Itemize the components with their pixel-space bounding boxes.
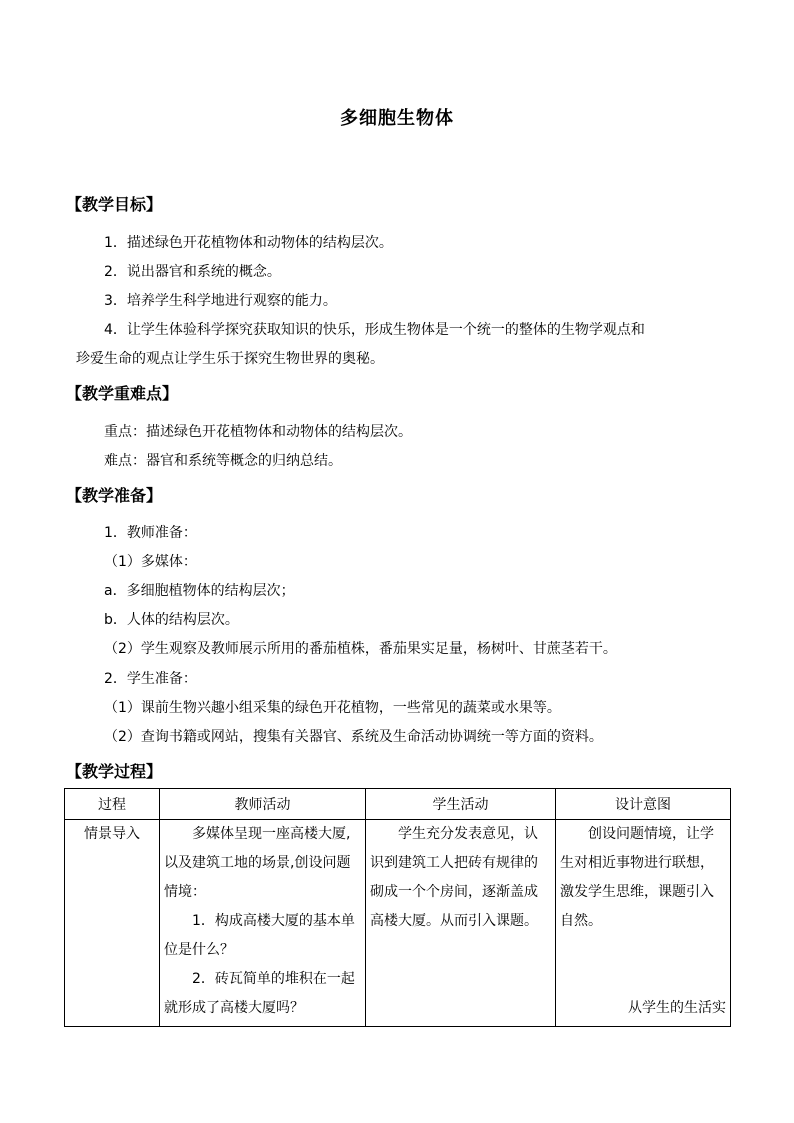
section-heading-objectives: 【教学目标】	[66, 195, 163, 214]
difficulty-item: 难点：器官和系统等概念的归纳总结。	[104, 453, 342, 469]
section-heading-process: 【教学过程】	[66, 762, 163, 781]
preparation-item: 2．学生准备：	[104, 671, 197, 687]
table-header-row	[65, 789, 731, 820]
student-activity-cell	[366, 820, 556, 1027]
section-heading-key-points: 【教学重难点】	[66, 384, 179, 403]
column-header: 学生活动	[366, 789, 556, 820]
preparation-item: （1）多媒体：	[104, 554, 197, 570]
column-header: 过程	[65, 789, 160, 820]
section-heading-preparation: 【教学准备】	[66, 486, 163, 505]
teacher-question: 1．构成高楼大厦的基本单位是什么？	[164, 913, 355, 958]
preparation-item: （2）学生观察及教师展示所用的番茄植株，番茄果实足量，杨树叶、甘蔗茎若干。	[104, 641, 617, 657]
preparation-item: a．多细胞植物体的结构层次；	[104, 583, 295, 599]
objective-item-continued: 珍爱生命的观点让学生乐于探究生物世界的奥秘。	[76, 351, 384, 367]
design-intent-cell	[556, 820, 731, 1027]
preparation-item: 1．教师准备：	[104, 525, 197, 541]
column-header: 设计意图	[556, 789, 731, 820]
process-table	[64, 788, 731, 1027]
column-header: 教师活动	[160, 789, 366, 820]
design-intent-text: 从学生的生活实	[628, 1000, 726, 1016]
key-point-item: 重点：描述绿色开花植物体和动物体的结构层次。	[104, 424, 412, 440]
objective-item: 2．说出器官和系统的概念。	[104, 264, 281, 280]
teacher-question: 2．砖瓦简单的堆积在一起就形成了高楼大厦吗？	[164, 971, 355, 1016]
teacher-activity-text: 多媒体呈现一座高楼大厦,以及建筑工地的场景,创设问题情境：	[164, 826, 351, 900]
design-intent-text: 创设问题情境，让学生对相近事物进行联想，激发学生思维，课题引入自然。	[560, 826, 714, 929]
preparation-item: （1）课前生物兴趣小组采集的绿色开花植物，一些常见的蔬菜或水果等。	[104, 700, 561, 716]
stage-cell: 情景导入	[65, 820, 160, 1027]
objective-item: 1．描述绿色开花植物体和动物体的结构层次。	[104, 235, 393, 251]
teacher-activity-cell	[160, 820, 366, 1027]
objective-item: 3．培养学生科学地进行观察的能力。	[104, 293, 337, 309]
student-activity-text: 学生充分发表意见，认识到建筑工人把砖有规律的砌成一个个房间，逐渐盖成高楼大厦。从而引入课题。	[370, 826, 538, 929]
objective-item: 4．让学生体验科学探究获取知识的快乐，形成生物体是一个统一的整体的生物学观点和	[104, 322, 645, 338]
page-title: 多细胞生物体	[340, 108, 454, 129]
preparation-item: （2）查询书籍或网站，搜集有关器官、系统及生命活动协调统一等方面的资料。	[104, 729, 603, 745]
table-row	[65, 820, 731, 1027]
preparation-item: b．人体的结构层次。	[104, 612, 239, 628]
